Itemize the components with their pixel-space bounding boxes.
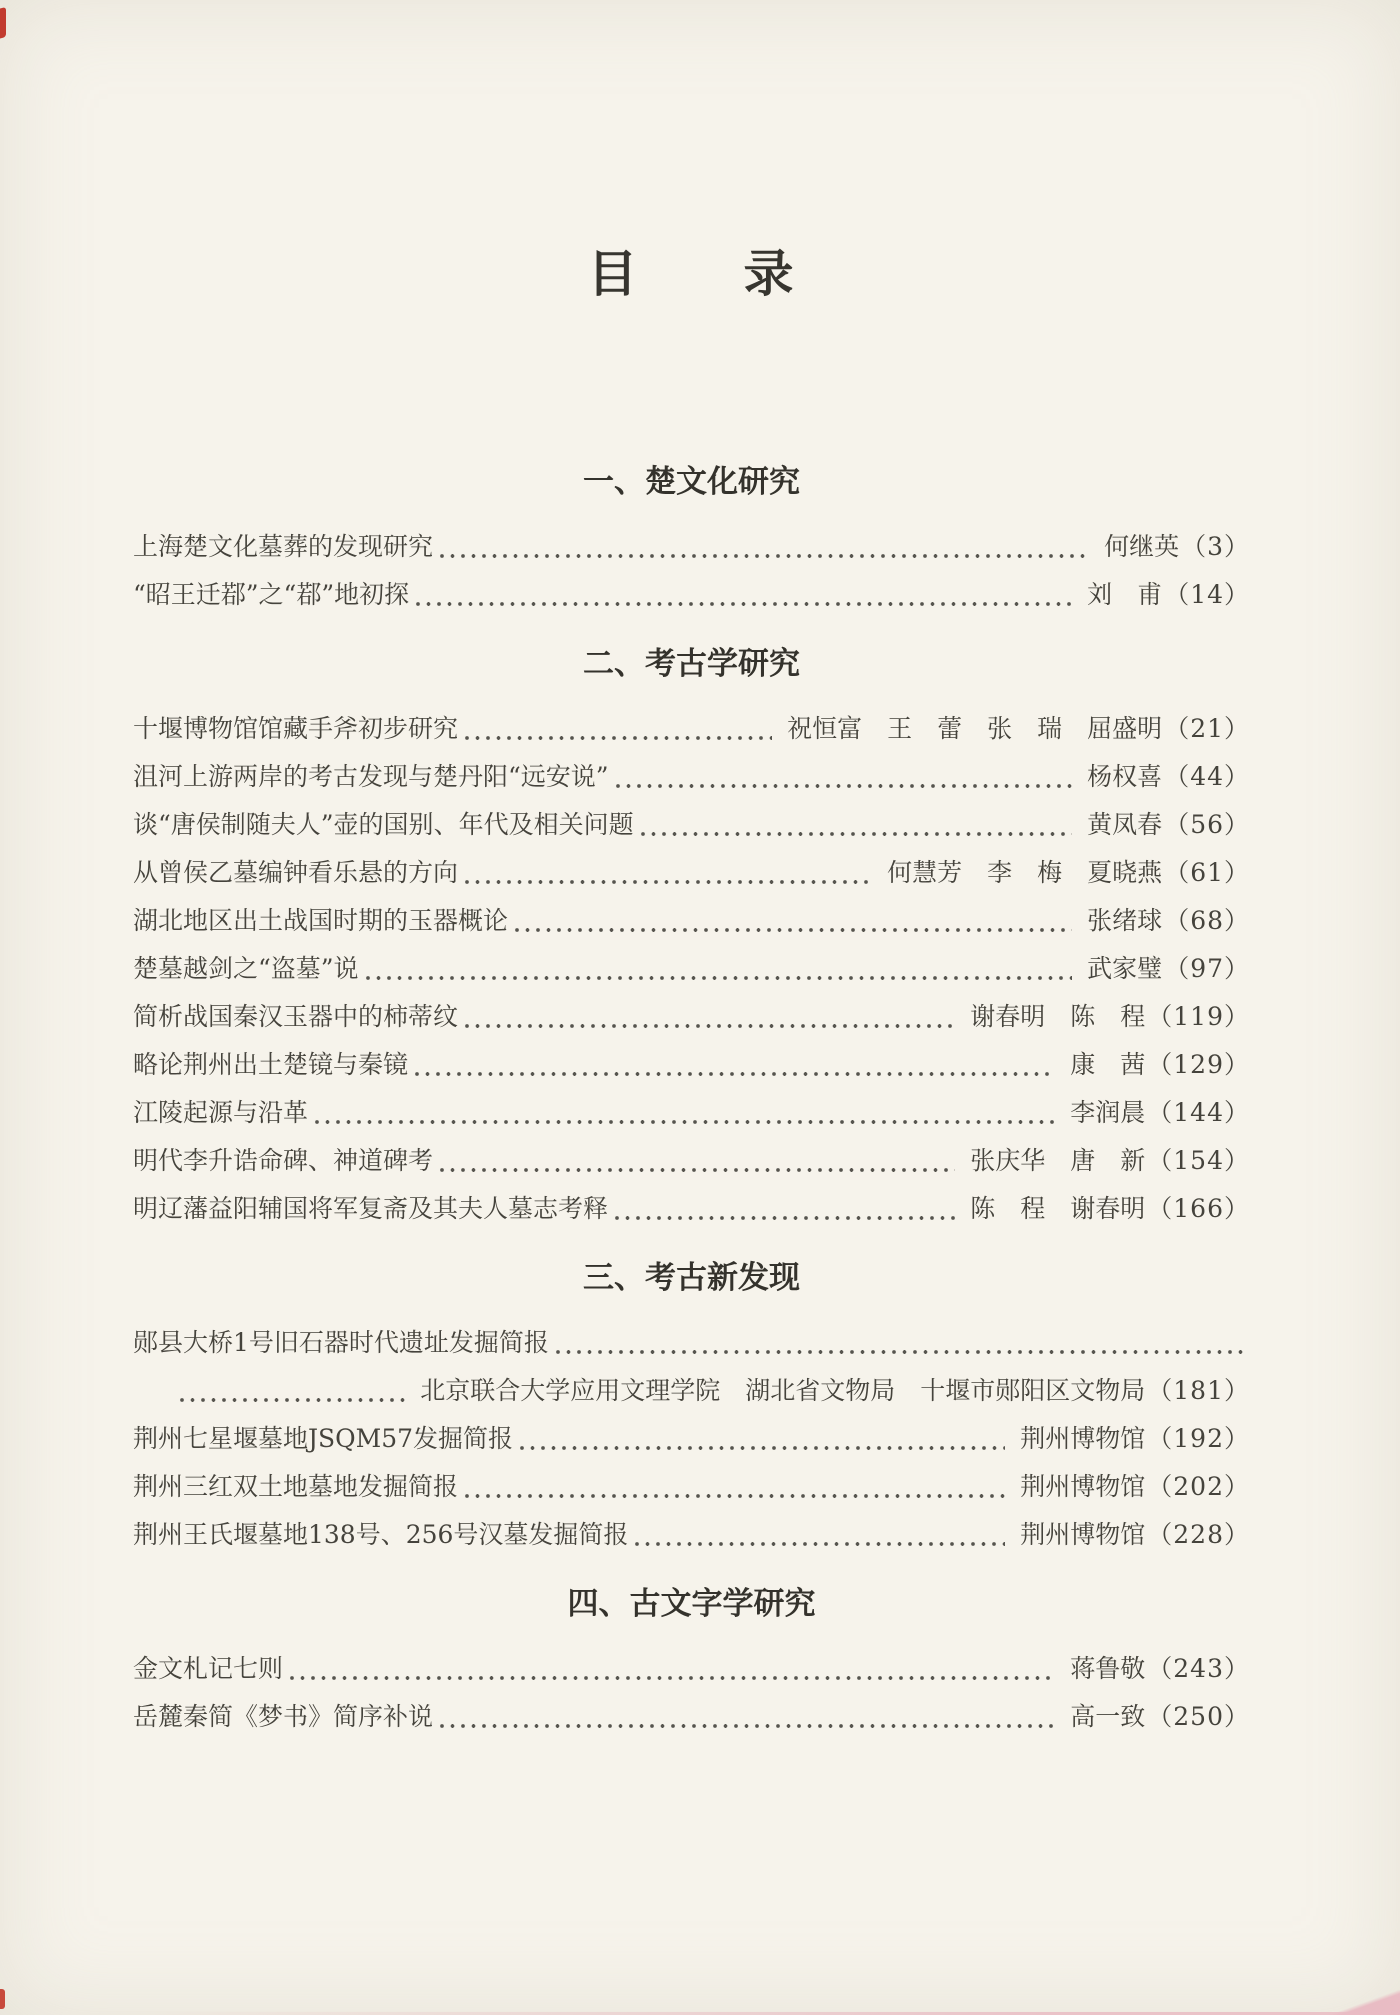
dot-leader	[413, 571, 1075, 619]
entry-authors: 何慧芳 李 梅 夏晓燕	[887, 858, 1163, 887]
toc-entry	[133, 1089, 1250, 1137]
toc-entry	[133, 849, 1250, 897]
entry-page: （129）	[1147, 1050, 1250, 1079]
toc-entry	[133, 1693, 1250, 1741]
entry-title: 略论荆州出土楚镜与秦镜	[133, 1050, 409, 1079]
entry-page: （202）	[1147, 1472, 1250, 1501]
dot-leader	[412, 1041, 1058, 1089]
toc-section	[133, 1259, 1250, 1559]
toc-section	[133, 1585, 1250, 1741]
entry-title: 荆州七星堰墓地JSQM57发掘简报	[133, 1424, 514, 1453]
toc-entry	[133, 897, 1250, 945]
entry-page: （181）	[1147, 1376, 1250, 1405]
entry-authors: 何继英	[1104, 532, 1180, 561]
entry-page: （44）	[1164, 762, 1250, 791]
entry-page: （192）	[1147, 1424, 1250, 1453]
entry-authors: 黄凤春	[1087, 810, 1163, 839]
entry-authors: 高一致	[1070, 1702, 1146, 1731]
entry-title: 简析战国秦汉玉器中的柿蒂纹	[133, 1002, 459, 1031]
entry-authors: 荆州博物馆	[1020, 1520, 1146, 1549]
section-heading: 一、楚文化研究	[583, 464, 800, 500]
entry-title: 明代李升诰命碑、神道碑考	[133, 1146, 434, 1175]
toc-entry	[133, 705, 1250, 753]
entry-authors: 荆州博物馆	[1020, 1472, 1146, 1501]
toc-section	[133, 463, 1250, 619]
dot-leader	[462, 1463, 1008, 1511]
dot-leader	[632, 1511, 1008, 1559]
toc-entry	[133, 1511, 1250, 1559]
entry-page: （97）	[1164, 954, 1250, 983]
entry-authors: 张庆华 唐 新	[970, 1146, 1146, 1175]
section-heading: 四、古文字学研究	[567, 1586, 816, 1622]
page-title: 目 录	[587, 244, 796, 303]
entry-title: 金文札记七则	[133, 1654, 284, 1683]
entry-title: 湖北地区出土战国时期的玉器概论	[133, 906, 509, 935]
dot-leader	[462, 705, 775, 753]
scan-artifact-top-left	[0, 7, 6, 39]
entry-authors: 荆州博物馆	[1020, 1424, 1146, 1453]
entry-page: （21）	[1164, 714, 1250, 743]
toc-entry	[133, 1041, 1250, 1089]
toc-entry	[133, 801, 1250, 849]
entry-page: （166）	[1147, 1194, 1250, 1223]
entry-page: （250）	[1147, 1702, 1250, 1731]
dot-leader	[638, 801, 1076, 849]
toc-entry	[133, 1137, 1250, 1185]
entry-title: 岳麓秦简《梦书》简序补说	[133, 1702, 434, 1731]
dot-leader	[363, 945, 1076, 993]
section-heading: 三、考古新发现	[583, 1260, 800, 1296]
entry-authors: 刘 甫	[1087, 580, 1163, 609]
entry-page: （61）	[1164, 858, 1250, 887]
entry-title: 上海楚文化墓葬的发现研究	[133, 532, 434, 561]
entry-title: 十堰博物馆馆藏手斧初步研究	[133, 714, 459, 743]
entry-authors: 谢春明 陈 程	[970, 1002, 1146, 1031]
toc-entry	[133, 523, 1250, 571]
entry-title: 荆州三红双土地墓地发掘简报	[133, 1472, 459, 1501]
dot-leader	[553, 1319, 1246, 1367]
entry-authors: 张绪球	[1087, 906, 1163, 935]
entry-title: 楚墓越剑之“盗墓”说	[133, 954, 359, 983]
entry-page: （68）	[1164, 906, 1250, 935]
entry-page: （243）	[1147, 1654, 1250, 1683]
dot-leader	[512, 897, 1075, 945]
entry-title: “昭王迁鄀”之“鄀”地初探	[133, 580, 410, 609]
toc-entry	[133, 571, 1250, 619]
toc-section	[133, 645, 1250, 1233]
dot-leader	[312, 1089, 1058, 1137]
entry-authors: 杨权喜	[1087, 762, 1163, 791]
section-heading: 二、考古学研究	[583, 646, 800, 682]
toc-entry	[133, 1185, 1250, 1233]
entry-authors: 武家璧	[1087, 954, 1163, 983]
toc-entry	[133, 753, 1250, 801]
entry-page: （119）	[1147, 1002, 1250, 1031]
entry-page: （14）	[1164, 580, 1250, 609]
entry-title: 郧县大桥1号旧石器时代遗址发掘简报	[133, 1328, 549, 1357]
dot-leader	[437, 1137, 958, 1185]
entry-authors: 陈 程 谢春明	[970, 1194, 1146, 1223]
scan-artifact-bottom-left	[0, 1989, 5, 2009]
dot-leader	[462, 849, 875, 897]
entry-page: （56）	[1164, 810, 1250, 839]
dot-leader	[177, 1367, 408, 1415]
toc-entry-continuation	[133, 1367, 1250, 1415]
toc-sections	[133, 463, 1250, 1741]
entry-page: （228）	[1147, 1520, 1250, 1549]
entry-authors: 北京联合大学应用文理学院 湖北省文物局 十堰市郧阳区文物局	[420, 1376, 1146, 1405]
entry-page: （154）	[1147, 1146, 1250, 1175]
dot-leader	[612, 1185, 958, 1233]
toc-entry	[133, 1645, 1250, 1693]
entry-page: （144）	[1147, 1098, 1250, 1127]
dot-leader	[287, 1645, 1058, 1693]
entry-authors: 祝恒富 王 蕾 张 瑞 屈盛明	[787, 714, 1163, 743]
dot-leader	[437, 1693, 1058, 1741]
toc-entry	[133, 945, 1250, 993]
toc-entry	[133, 993, 1250, 1041]
scan-artifact-bottom-right	[1322, 1987, 1400, 2015]
entry-title: 明辽藩益阳辅国将军复斋及其夫人墓志考释	[133, 1194, 609, 1223]
entry-authors: 李润晨	[1070, 1098, 1146, 1127]
entry-title: 沮河上游两岸的考古发现与楚丹阳“远安说”	[133, 762, 609, 791]
toc-content	[0, 243, 1400, 1741]
toc-entry	[133, 1463, 1250, 1511]
dot-leader	[517, 1415, 1008, 1463]
entry-title: 荆州王氏堰墓地138号、256号汉墓发掘简报	[133, 1520, 629, 1549]
entry-authors: 康 茜	[1070, 1050, 1146, 1079]
dot-leader	[613, 753, 1076, 801]
entry-title: 江陵起源与沿革	[133, 1098, 309, 1127]
entry-title: 谈“唐侯制随夫人”壶的国别、年代及相关问题	[133, 810, 634, 839]
entry-authors: 蒋鲁敬	[1070, 1654, 1146, 1683]
entry-title: 从曾侯乙墓编钟看乐悬的方向	[133, 858, 459, 887]
toc-entry	[133, 1415, 1250, 1463]
entry-page: （3）	[1181, 532, 1250, 561]
dot-leader	[462, 993, 958, 1041]
dot-leader	[437, 523, 1092, 571]
toc-entry	[133, 1319, 1250, 1367]
